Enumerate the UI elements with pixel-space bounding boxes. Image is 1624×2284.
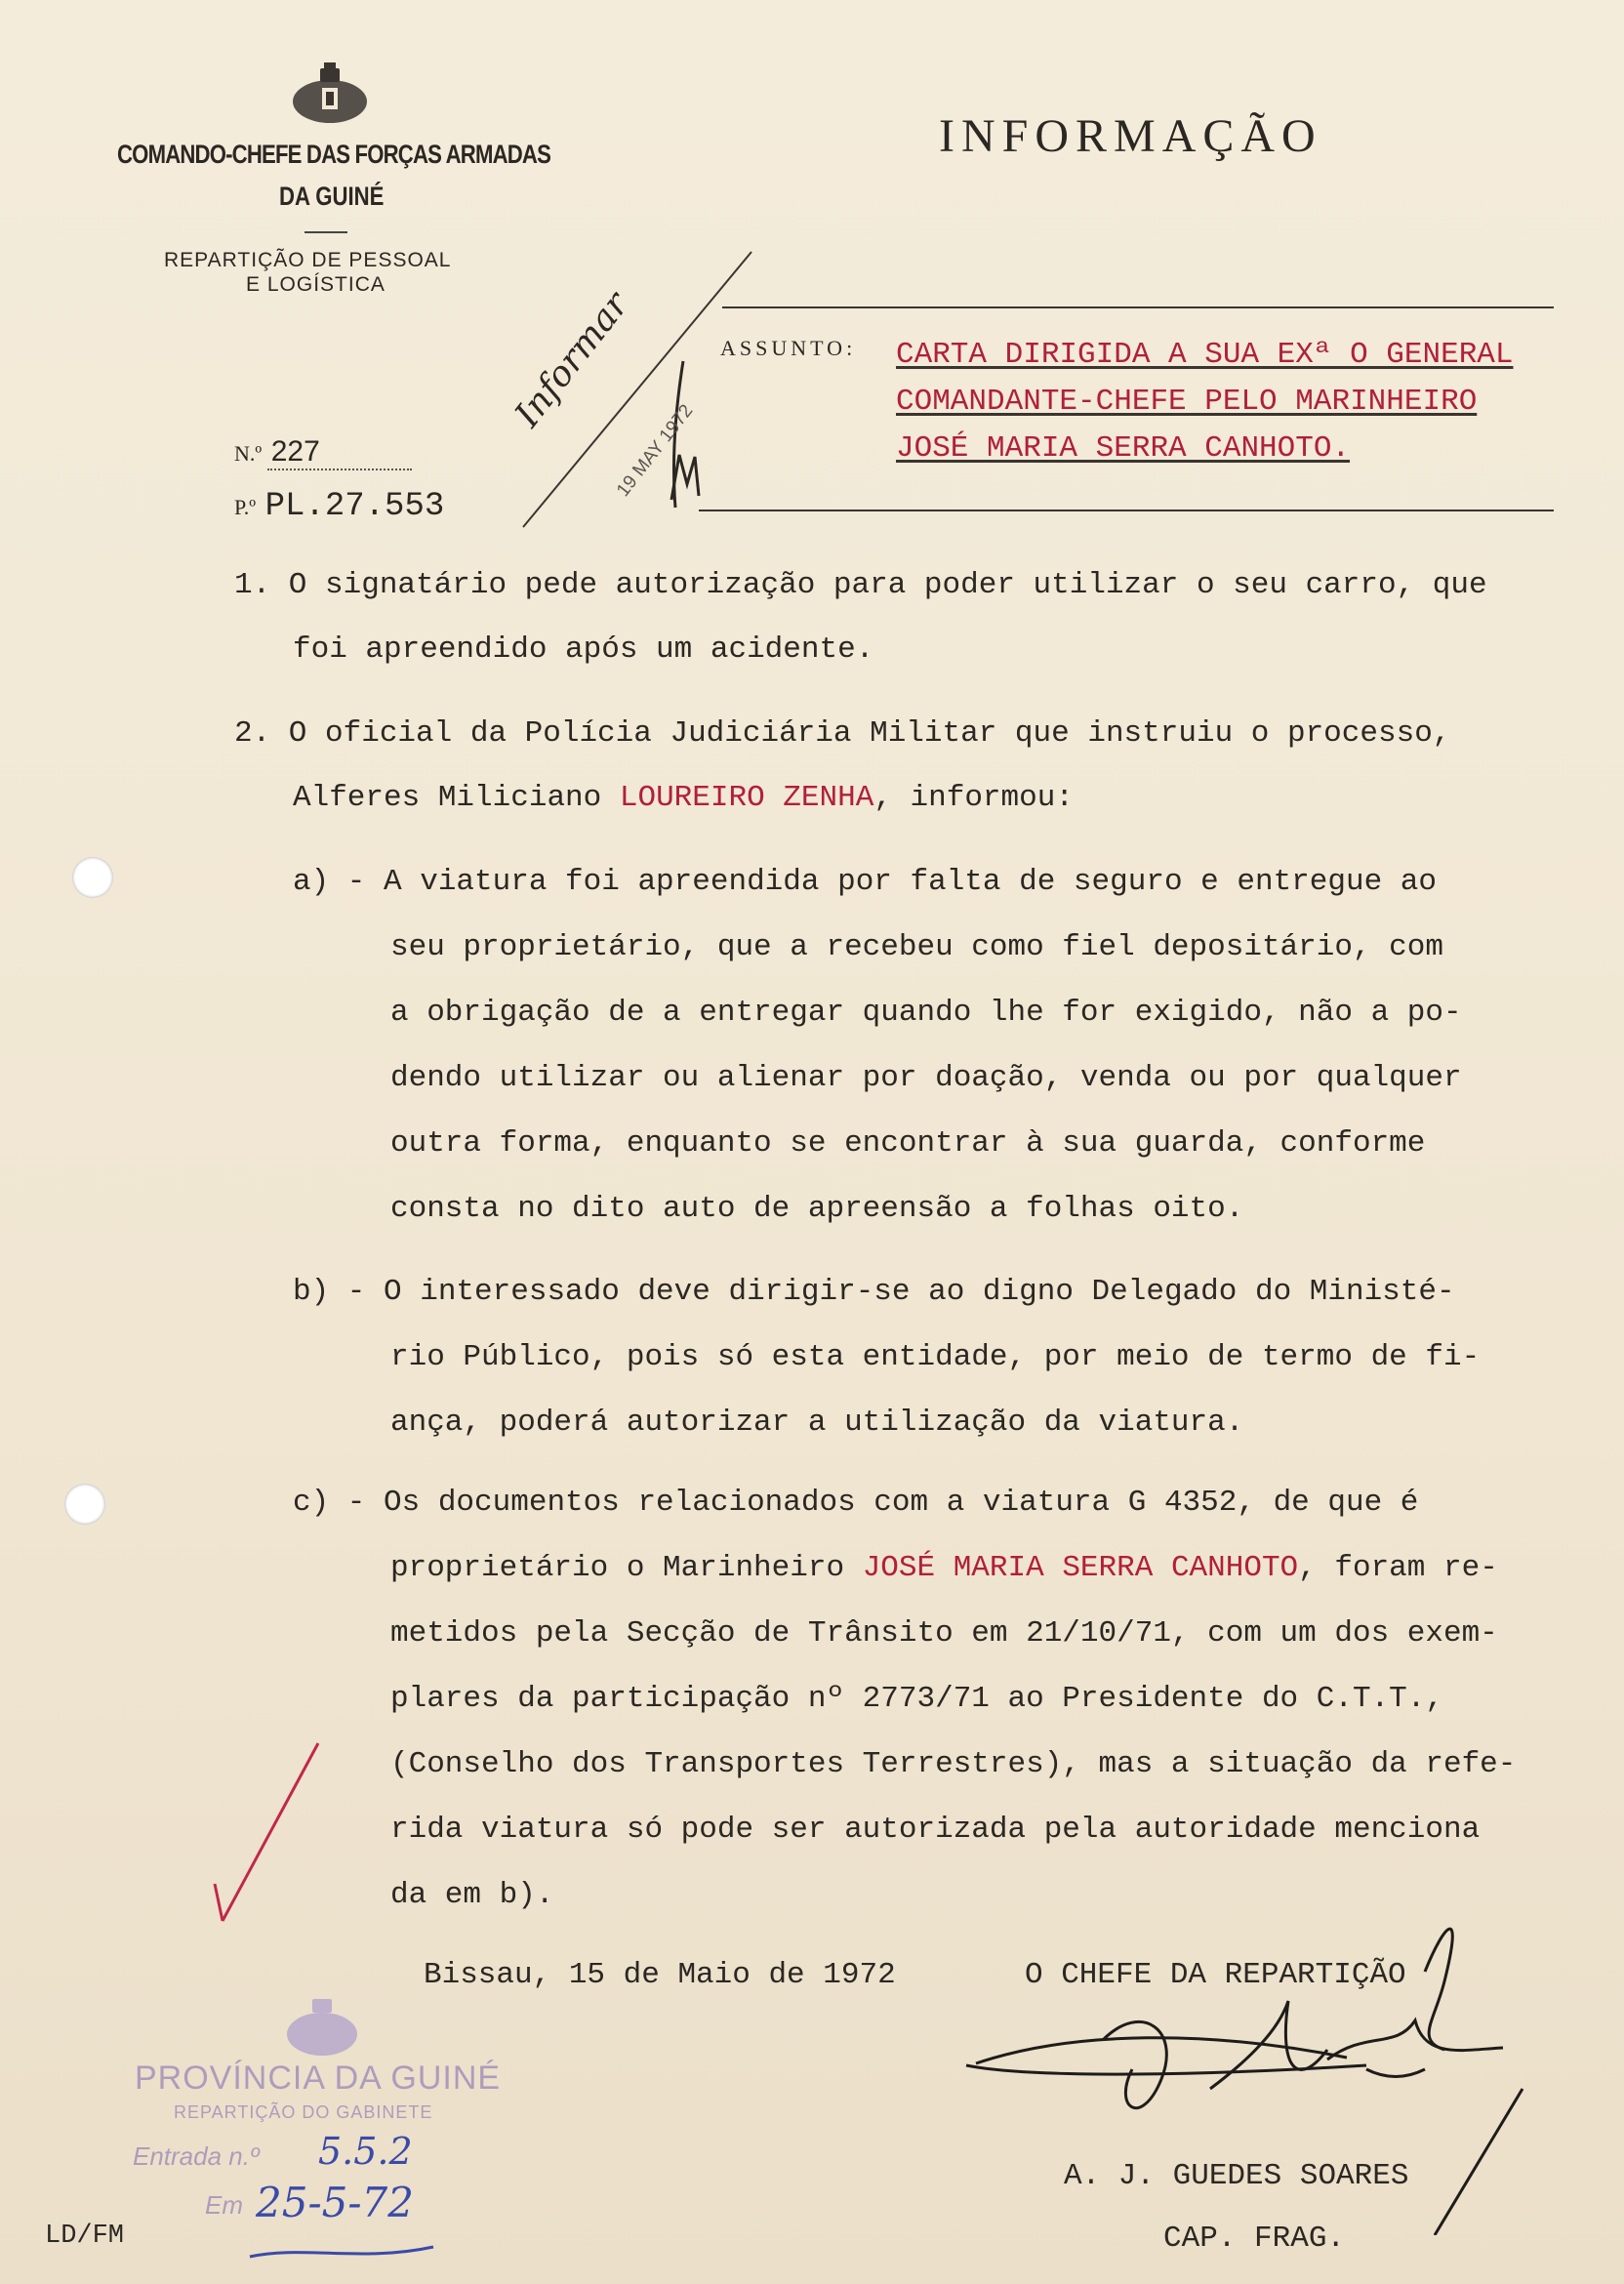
reference-number-value: 227 [267, 435, 412, 470]
item-c-line2 [390, 1551, 1498, 1585]
item-a-line1: a) - A viatura foi apreendida por falta de seguro e entregue ao [293, 865, 1437, 899]
signatory-name: A. J. GUEDES SOARES [1064, 2159, 1409, 2193]
item-b-line2: rio Público, pois só esta entidade, por meio de termo de fi- [390, 1340, 1481, 1374]
stamp-date-value: 25-5-72 [256, 2179, 414, 2226]
item-c-line4: plares da participação nº 2773/71 ao Presidente do C.T.T., [390, 1682, 1443, 1716]
item-a-line3: a obrigação de a entregar quando lhe for exigido, não a po- [390, 996, 1462, 1030]
handwritten-note: Informar [508, 285, 637, 435]
process-number-label: P.º [234, 495, 257, 519]
item-b-line1: b) - O interessado deve dirigir-se ao digno Delegado do Ministé- [293, 1275, 1455, 1309]
item-c-line5: (Conselho dos Transportes Terrestres), mas a situação da refe- [390, 1747, 1517, 1781]
department-line1: REPARTIÇÃO DE PESSOAL [164, 249, 452, 271]
subject-top-rule [722, 306, 1554, 308]
signatory-role: O CHEFE DA REPARTIÇÃO [1025, 1958, 1406, 1992]
para2-line1: 2. O oficial da Polícia Judiciária Militar que instruiu o processo, [234, 716, 1451, 751]
red-check-mark [205, 1737, 332, 1933]
stamp-province: PROVÍNCIA DA GUINÉ [135, 2060, 502, 2097]
received-date-stamp: 19 MAY 1972 [613, 400, 698, 501]
signatory-rank: CAP. FRAG. [1163, 2222, 1346, 2256]
stamp-entry-label: Entrada n.º [133, 2141, 260, 2171]
item-c-line2-suffix: , foram re- [1298, 1551, 1498, 1585]
subject-line3: JOSÉ MARIA SERRA CANHOTO. [896, 431, 1351, 466]
para2-line2 [293, 781, 1074, 815]
stamp-department: REPARTIÇÃO DO GABINETE [174, 2102, 433, 2122]
process-number [234, 488, 448, 525]
document-title: INFORMAÇÃO [939, 110, 1322, 162]
para2-line2-prefix: Alferes Miliciano [293, 781, 620, 815]
para2-line2-suffix: , informou: [873, 781, 1074, 815]
sailor-name: JOSÉ MARIA SERRA CANHOTO [862, 1551, 1299, 1585]
header-divider [304, 231, 347, 233]
typist-initials: LD/FM [45, 2222, 125, 2251]
item-c-line3: metidos pela Secção de Trânsito em 21/10/71, com um dos exem- [390, 1616, 1498, 1651]
punch-hole-top [72, 857, 113, 898]
item-a-line4: dendo utilizar ou alienar por doação, venda ou por qualquer [390, 1061, 1462, 1095]
officer-name: LOUREIRO ZENHA [619, 781, 874, 815]
item-a-line5: outra forma, enquanto se encontrar à sua guarda, conforme [390, 1126, 1426, 1161]
para1-line2: foi apreendido após um acidente. [293, 632, 874, 667]
para1-line1: 1. O signatário pede autorização para poder utilizar o seu carro, que [234, 568, 1487, 602]
item-a-line2: seu proprietário, que a recebeu como fiel depositário, com [390, 930, 1443, 964]
org-name-line2: DA GUINÉ [279, 182, 385, 211]
stamp-date-label: Em [205, 2190, 243, 2220]
place-and-date: Bissau, 15 de Maio de 1972 [424, 1958, 896, 1992]
org-name-line1: COMANDO-CHEFE DAS FORÇAS ARMADAS [117, 140, 551, 169]
item-b-line3: ança, poderá autorizar a utilização da viatura. [390, 1406, 1244, 1440]
item-a-line6: consta no dito auto de apreensão a folhas oito. [390, 1192, 1244, 1226]
subject-label: ASSUNTO: [720, 336, 857, 360]
stamp-entry-value: 5.5.2 [318, 2130, 413, 2173]
reference-number-label: N.º [234, 441, 263, 466]
item-c-line2-prefix: proprietário o Marinheiro [390, 1551, 863, 1585]
punch-hole-bottom [64, 1484, 105, 1525]
item-c-line7: da em b). [390, 1878, 554, 1912]
department-line2: E LOGÍSTICA [246, 273, 386, 296]
reference-number [234, 435, 412, 470]
item-c-line1: c) - Os documentos relacionados com a viatura G 4352, de que é [293, 1486, 1419, 1520]
stamp-emblem-icon [275, 1991, 369, 2065]
coat-of-arms-icon [281, 59, 379, 137]
stamp-underline-stroke [244, 2237, 439, 2266]
subject-line1: CARTA DIRIGIDA A SUA EXª O GENERAL [896, 338, 1514, 372]
process-number-value: PL.27.553 [264, 488, 445, 525]
subject-line2: COMANDANTE-CHEFE PELO MARINHEIRO [896, 385, 1478, 419]
item-c-line6: rida viatura só pode ser autorizada pela autoridade menciona [390, 1813, 1481, 1847]
subject-bottom-rule [699, 510, 1554, 511]
